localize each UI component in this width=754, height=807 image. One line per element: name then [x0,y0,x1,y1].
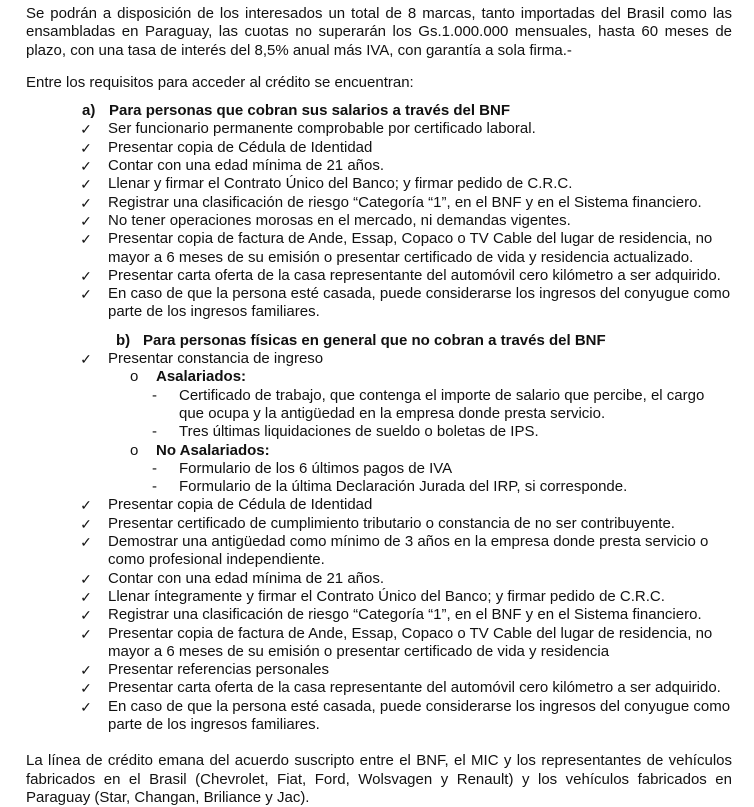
dash-bullet-icon: - [152,478,157,496]
section-a-title: Para personas que cobran sus salarios a través del BNF [109,102,511,120]
checkmark-icon: ✓ [80,194,92,211]
checkmark-icon: ✓ [80,176,92,193]
closing-paragraph: La línea de crédito emana del acuerdo suscripto entre el BNF, el MIC y los representantes de vehículos fabricados en el Brasil (Chevrolet, Fiat, Ford, Wolsvagen y Renault) y los vehículos fabricados en Paraguay (Star, Changan, Briliance y Jac). [26,752,732,806]
checkmark-icon: ✓ [80,607,92,624]
checklist-item: ✓ Contar con una edad mínima de 21 años. [80,569,385,587]
checklist-item: ✓ Ser funcionario permanente comprobable por certificado laboral. [80,120,536,138]
section-a-checklist [26,120,732,321]
checklist-item: ✓ En caso de que la persona esté casada, puede considerarse los ingresos del conyugue como parte de los ingresos familiares. [80,697,731,733]
dash-bullet-icon: - [152,423,157,441]
circle-bullet-icon: o [130,441,139,459]
subsection-salaried: o Asalariados: [130,368,247,386]
checkmark-icon: ✓ [80,497,92,514]
dash-bullet-icon: - [152,386,157,404]
section-b-income-list [26,350,732,387]
checkmark-icon: ✓ [80,231,92,248]
checklist-item: ✓ En caso de que la persona esté casada, puede considerarse los ingresos del conyugue como parte de los ingresos familiares. [80,285,731,321]
checkmark-icon: ✓ [80,139,92,156]
document-body [26,5,732,807]
dash-item: - Tres últimas liquidaciones de sueldo o boletas de IPS. [152,423,539,441]
checklist-item: ✓ Presentar constancia de ingreso [80,350,324,368]
checklist-item: ✓ Presentar carta oferta de la casa representante del automóvil cero kilómetro a ser adquirido. [80,679,721,697]
checkmark-icon: ✓ [80,625,92,642]
checklist-item: ✓ Presentar copia de Cédula de Identidad [80,138,373,156]
checklist-item: ✓ No tener operaciones morosas en el mercado, ni demandas vigentes. [80,211,571,229]
checkmark-icon: ✓ [80,267,92,284]
checklist-item: ✓ Presentar copia de factura de Ande, Essap, Copaco o TV Cable del lugar de residencia, no mayor a 6 meses de su emisión o presentar certificado de vida y residencia [80,624,713,660]
checkmark-icon: ✓ [80,662,92,679]
checkmark-icon: ✓ [80,158,92,175]
section-b-label: b) [116,331,131,349]
intro-paragraph: Se podrán a disposición de los interesados un total de 8 marcas, tanto importadas del Brasil como las ensambladas en Paraguay, las cuotas no superarán los Gs.1.000.000 mensuales, hasta 60 meses de plazo, con una tasa de interés del 8,5% anual más IVA, con garantía a sola firma.- [26,5,732,59]
checkmark-icon: ✓ [80,588,92,605]
checkmark-icon: ✓ [80,698,92,715]
checklist-item: ✓ Registrar una clasificación de riesgo “Categoría “1”, en el BNF y en el Sistema financiero. [80,606,702,624]
salaried-dash-list [26,387,732,442]
section-b-checklist [26,496,732,734]
section-b-heading [116,332,732,350]
subsection-non-salaried: o No Asalariados: [130,441,270,459]
requirements-intro: Entre los requisitos para acceder al crédito se encuentran: [26,73,414,91]
checklist-item: ✓ Llenar íntegramente y firmar el Contrato Único del Banco; y firmar pedido de C.R.C. [80,587,665,605]
checklist-item: ✓ Llenar y firmar el Contrato Único del Banco; y firmar pedido de C.R.C. [80,175,573,193]
checklist-item: ✓ Presentar referencias personales [80,661,329,679]
dash-item: - Formulario de la última Declaración Jurada del IRP, si corresponde. [152,478,628,496]
checkmark-icon: ✓ [80,212,92,229]
checkmark-icon: ✓ [80,121,92,138]
circle-bullet-icon: o [130,368,139,386]
checklist-item: ✓ Registrar una clasificación de riesgo “Categoría “1”, en el BNF y en el Sistema financiero. [80,193,702,211]
checklist-item: ✓ Contar con una edad mínima de 21 años. [80,157,385,175]
checklist-item: ✓ Presentar carta oferta de la casa representante del automóvil cero kilómetro a ser adquirido. [80,266,721,284]
checklist-item: ✓ Demostrar una antigüedad como mínimo de 3 años en la empresa donde presta servicio o como profesional independiente. [80,533,709,569]
checkmark-icon: ✓ [80,680,92,697]
checkmark-icon: ✓ [80,351,92,368]
checklist-item: ✓ Presentar copia de factura de Ande, Essap, Copaco o TV Cable del lugar de residencia, no mayor a 6 meses de su emisión o presentar certificado de vida y residencia actualizado. [80,230,713,266]
dash-item: - Formulario de los 6 últimos pagos de IVA [152,459,453,477]
checkmark-icon: ✓ [80,570,92,587]
section-a-label: a) [82,102,96,120]
checklist-item: ✓ Presentar copia de Cédula de Identidad [80,496,373,514]
section-b-title: Para personas físicas en general que no cobran a través del BNF [143,331,606,349]
dash-bullet-icon: - [152,459,157,477]
checkmark-icon: ✓ [80,515,92,532]
non-salaried-dash-list [26,460,732,497]
section-a-heading [82,102,732,120]
checkmark-icon: ✓ [80,534,92,551]
checkmark-icon: ✓ [80,286,92,303]
checklist-item: ✓ Presentar certificado de cumplimiento tributario o constancia de no ser contribuyente. [80,514,675,532]
dash-item: - Certificado de trabajo, que contenga el importe de salario que percibe, el cargo que ocupa y la antigüedad en la empresa donde presta servicio. [152,386,705,422]
